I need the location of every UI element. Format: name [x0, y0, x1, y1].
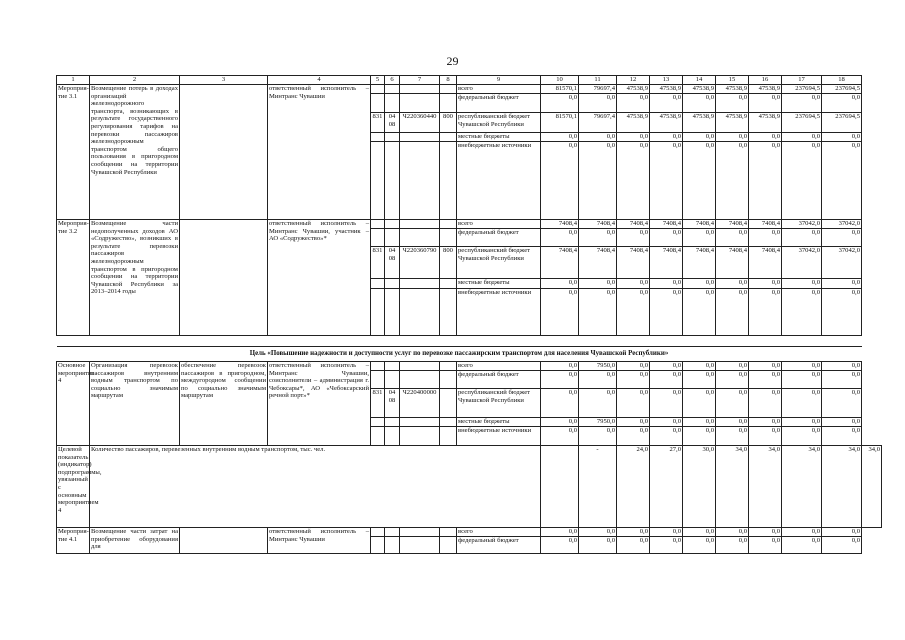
funding-source-cell: федеральный бюджет: [457, 229, 541, 247]
amount-cell: 79697,4: [579, 85, 617, 94]
column-number-cell: 17: [782, 76, 822, 85]
empty-code-cell: [440, 362, 457, 371]
amount-cell: 0,0: [782, 537, 822, 554]
empty-code-cell: [385, 94, 400, 113]
amount-cell: 0,0: [782, 389, 822, 418]
empty-code-cell: [400, 94, 440, 113]
empty-code-cell: [400, 371, 440, 389]
column-number-cell: 5: [371, 76, 385, 85]
empty-code-cell: [385, 279, 400, 289]
responsible-cell: ответственный исполнитель – Минтранс Чувашии, соисполнители – администрация г. Чебоксары*, АО «Чебоксарский речной порт»*: [268, 362, 371, 446]
amount-cell: 0,0: [650, 362, 683, 371]
target-value-cell: 34,0: [782, 446, 822, 528]
target-value-cell: 34,0: [862, 446, 882, 528]
column-number-cell: 7: [400, 76, 440, 85]
amount-cell: 0,0: [541, 279, 579, 289]
amount-cell: 37042,0: [822, 220, 862, 229]
amount-cell: 0,0: [650, 537, 683, 554]
column-number-cell: 9: [457, 76, 541, 85]
amount-cell: 47538,9: [749, 85, 782, 94]
amount-cell: 0,0: [716, 389, 749, 418]
empty-code-cell: [440, 418, 457, 427]
empty-code-cell: [385, 220, 400, 229]
amount-cell: 0,0: [749, 371, 782, 389]
amount-cell: 0,0: [782, 371, 822, 389]
column-number-cell: 10: [541, 76, 579, 85]
amount-cell: 0,0: [782, 279, 822, 289]
amount-cell: 237694,5: [782, 85, 822, 94]
target-indicator-row: [57, 446, 882, 528]
funding-source-cell: федеральный бюджет: [457, 537, 541, 554]
target-text-cell: Количество пассажиров, перевезенных внутренним водным транспортом, тыс. чел.: [90, 446, 541, 528]
empty-code-cell: [371, 362, 385, 371]
column-number-cell: 16: [749, 76, 782, 85]
section-code-cell: 04 08: [385, 389, 400, 418]
amount-cell: 7408,4: [683, 247, 716, 279]
column-number-cell: 11: [579, 76, 617, 85]
funding-source-cell: федеральный бюджет: [457, 371, 541, 389]
funding-source-cell: республиканский бюджет Чувашской Республики: [457, 113, 541, 133]
funding-source-cell: всего: [457, 220, 541, 229]
amount-cell: 0,0: [749, 418, 782, 427]
empty-code-cell: [400, 528, 440, 537]
empty-code-cell: [400, 362, 440, 371]
amount-cell: 0,0: [579, 229, 617, 247]
amount-cell: 0,0: [541, 229, 579, 247]
amount-cell: 0,0: [683, 537, 716, 554]
column-number-cell: 1: [57, 76, 90, 85]
amount-cell: 237694,5: [822, 85, 862, 94]
funding-source-cell: федеральный бюджет: [457, 94, 541, 113]
amount-cell: 0,0: [617, 371, 650, 389]
indicator-cell: [180, 220, 268, 336]
amount-cell: 0,0: [579, 279, 617, 289]
amount-cell: 0,0: [683, 371, 716, 389]
indicator-cell: [180, 85, 268, 220]
amount-cell: 0,0: [541, 371, 579, 389]
funding-source-cell: всего: [457, 528, 541, 537]
amount-cell: 0,0: [683, 229, 716, 247]
amount-cell: 0,0: [822, 133, 862, 142]
amount-cell: 0,0: [822, 427, 862, 446]
empty-code-cell: [400, 418, 440, 427]
amount-cell: 0,0: [683, 289, 716, 336]
amount-cell: 47538,9: [716, 85, 749, 94]
amount-cell: 0,0: [822, 537, 862, 554]
empty-code-cell: [371, 229, 385, 247]
amount-cell: 7408,4: [617, 220, 650, 229]
empty-code-cell: [385, 142, 400, 220]
empty-code-cell: [385, 85, 400, 94]
amount-cell: 0,0: [650, 229, 683, 247]
amount-cell: 0,0: [716, 418, 749, 427]
amount-cell: 0,0: [650, 418, 683, 427]
target-article-cell: Ч220400000: [400, 389, 440, 418]
amount-cell: 0,0: [541, 289, 579, 336]
empty-code-cell: [385, 133, 400, 142]
amount-cell: 47538,9: [749, 113, 782, 133]
amount-cell: 0,0: [683, 528, 716, 537]
section-code-cell: 04 08: [385, 247, 400, 279]
indicator-cell: обеспечение перевозок пассажиров в пригородном, междугородном сообщении по социально значимым маршрутам: [180, 362, 268, 446]
budget-code-cell: 831: [371, 247, 385, 279]
amount-cell: 0,0: [541, 94, 579, 113]
amount-cell: 47538,9: [650, 113, 683, 133]
column-number-cell: 13: [650, 76, 683, 85]
amount-cell: 0,0: [541, 142, 579, 220]
funding-source-cell: местные бюджеты: [457, 418, 541, 427]
amount-cell: 0,0: [617, 289, 650, 336]
empty-code-cell: [400, 220, 440, 229]
amount-cell: 7950,0: [579, 418, 617, 427]
amount-cell: 0,0: [579, 371, 617, 389]
event-code-cell: Мероприя- тие 3.1: [57, 85, 90, 220]
amount-cell: 0,0: [617, 133, 650, 142]
column-number-cell: 18: [822, 76, 862, 85]
amount-cell: 0,0: [749, 362, 782, 371]
empty-code-cell: [385, 362, 400, 371]
amount-cell: 0,0: [716, 279, 749, 289]
amount-cell: 0,0: [541, 418, 579, 427]
amount-cell: 0,0: [749, 389, 782, 418]
amount-cell: 0,0: [650, 528, 683, 537]
empty-code-cell: [371, 85, 385, 94]
amount-cell: 0,0: [716, 229, 749, 247]
amount-cell: 0,0: [749, 142, 782, 220]
goal-heading: Цель «Повышение надежности и доступности услуг по перевозке пассажирским транспортом для населения Чувашской Республики»: [249, 350, 669, 358]
table-row: [57, 362, 882, 371]
empty-code-cell: [440, 229, 457, 247]
section-code-cell: 04 08: [385, 113, 400, 133]
amount-cell: 0,0: [579, 389, 617, 418]
event-code-cell: Основное мероприятие 4: [57, 362, 90, 446]
empty-code-cell: [385, 229, 400, 247]
amount-cell: 0,0: [650, 289, 683, 336]
expense-type-cell: [440, 389, 457, 418]
target-article-cell: Ч220360790: [400, 247, 440, 279]
amount-cell: 0,0: [683, 427, 716, 446]
amount-cell: 0,0: [716, 142, 749, 220]
funding-source-cell: всего: [457, 362, 541, 371]
empty-code-cell: [400, 289, 440, 336]
amount-cell: 0,0: [822, 289, 862, 336]
funding-source-cell: внебюджетные источники: [457, 289, 541, 336]
empty-code-cell: [400, 229, 440, 247]
amount-cell: 7408,4: [579, 247, 617, 279]
empty-code-cell: [440, 371, 457, 389]
amount-cell: 0,0: [822, 94, 862, 113]
amount-cell: 0,0: [579, 94, 617, 113]
amount-cell: 0,0: [650, 279, 683, 289]
amount-cell: 0,0: [617, 389, 650, 418]
amount-cell: 0,0: [749, 229, 782, 247]
amount-cell: 0,0: [782, 427, 822, 446]
amount-cell: 0,0: [579, 133, 617, 142]
amount-cell: 0,0: [650, 142, 683, 220]
amount-cell: 0,0: [749, 279, 782, 289]
amount-cell: 0,0: [617, 528, 650, 537]
amount-cell: 7408,4: [650, 220, 683, 229]
amount-cell: 237694,5: [782, 113, 822, 133]
amount-cell: 0,0: [579, 537, 617, 554]
funding-source-cell: внебюджетные источники: [457, 142, 541, 220]
amount-cell: 0,0: [617, 94, 650, 113]
spacer-cell: [57, 336, 862, 347]
amount-cell: 0,0: [782, 418, 822, 427]
goal-row: [57, 347, 882, 362]
empty-code-cell: [371, 427, 385, 446]
amount-cell: 0,0: [617, 427, 650, 446]
amount-cell: 47538,9: [650, 85, 683, 94]
spacer-row: [57, 336, 882, 347]
amount-cell: 7408,4: [683, 220, 716, 229]
amount-cell: 0,0: [782, 133, 822, 142]
empty-code-cell: [440, 94, 457, 113]
amount-cell: 0,0: [617, 279, 650, 289]
empty-code-cell: [440, 220, 457, 229]
amount-cell: 0,0: [541, 528, 579, 537]
amount-cell: 0,0: [782, 94, 822, 113]
empty-code-cell: [371, 418, 385, 427]
table-row: [57, 220, 882, 229]
empty-code-cell: [371, 528, 385, 537]
financing-table: [56, 75, 882, 554]
amount-cell: 7408,4: [749, 247, 782, 279]
empty-code-cell: [400, 133, 440, 142]
amount-cell: 0,0: [749, 427, 782, 446]
empty-code-cell: [371, 537, 385, 554]
amount-cell: 0,0: [683, 362, 716, 371]
amount-cell: 0,0: [683, 279, 716, 289]
empty-code-cell: [371, 94, 385, 113]
amount-cell: 0,0: [683, 94, 716, 113]
empty-code-cell: [385, 537, 400, 554]
amount-cell: 0,0: [650, 427, 683, 446]
amount-cell: 7950,0: [579, 362, 617, 371]
funding-source-cell: всего: [457, 85, 541, 94]
amount-cell: 7408,4: [579, 220, 617, 229]
event-name-cell: Возмещение части недополученных доходов АО «Содружество», возникших в результате перевозки пассажиров железнодорожным транспортом в пригородном сообщении на территории Чувашской Республики за 2013–2014 годы: [90, 220, 180, 336]
amount-cell: 0,0: [782, 142, 822, 220]
empty-code-cell: [400, 279, 440, 289]
empty-code-cell: [440, 528, 457, 537]
empty-code-cell: [371, 289, 385, 336]
empty-code-cell: [400, 142, 440, 220]
empty-code-cell: [385, 289, 400, 336]
amount-cell: 0,0: [716, 528, 749, 537]
event-name-cell: Возмещение потерь в доходах организаций железнодорожного транспорта, возникающих в результате государственного регулирования тарифов на перевозки пассажиров железнодорожным транспортом общего пользования в пригородном сообщении на территории Чувашской Республики: [90, 85, 180, 220]
amount-cell: 7408,4: [749, 220, 782, 229]
amount-cell: 0,0: [822, 229, 862, 247]
amount-cell: 79697,4: [579, 113, 617, 133]
amount-cell: 0,0: [749, 537, 782, 554]
amount-cell: 0,0: [683, 133, 716, 142]
amount-cell: 7408,4: [716, 220, 749, 229]
responsible-cell: ответственный исполнитель – Минтранс Чувашии: [268, 85, 371, 220]
amount-cell: 0,0: [541, 362, 579, 371]
amount-cell: 7408,4: [541, 220, 579, 229]
amount-cell: 0,0: [617, 418, 650, 427]
target-code-cell: Целевой показатель (индикатор) подпрограммы, увязанный с основным мероприятием 4: [57, 446, 90, 528]
target-value-cell: 34,0: [822, 446, 862, 528]
header-row: [57, 76, 882, 85]
amount-cell: 0,0: [716, 133, 749, 142]
amount-cell: 7408,4: [650, 247, 683, 279]
amount-cell: 37042,0: [822, 247, 862, 279]
amount-cell: 0,0: [716, 289, 749, 336]
empty-code-cell: [371, 142, 385, 220]
amount-cell: 47538,9: [617, 113, 650, 133]
amount-cell: 0,0: [716, 362, 749, 371]
funding-source-cell: республиканский бюджет Чувашской Республики: [457, 389, 541, 418]
amount-cell: 0,0: [822, 371, 862, 389]
column-number-cell: 15: [716, 76, 749, 85]
event-code-cell: Мероприя- тие 3.2: [57, 220, 90, 336]
page-number: 29: [446, 54, 459, 68]
target-value-cell: 27,0: [650, 446, 683, 528]
amount-cell: 0,0: [749, 289, 782, 336]
amount-cell: 0,0: [617, 537, 650, 554]
amount-cell: 0,0: [617, 229, 650, 247]
table-row: [57, 528, 882, 537]
amount-cell: 7408,4: [716, 247, 749, 279]
target-article-cell: Ч220360440: [400, 113, 440, 133]
amount-cell: 37042,0: [782, 247, 822, 279]
empty-code-cell: [440, 133, 457, 142]
column-number-cell: 4: [268, 76, 371, 85]
amount-cell: 0,0: [650, 133, 683, 142]
amount-cell: 0,0: [617, 362, 650, 371]
amount-cell: 0,0: [579, 427, 617, 446]
column-number-cell: 6: [385, 76, 400, 85]
funding-source-cell: республиканский бюджет Чувашской Республики: [457, 247, 541, 279]
amount-cell: 0,0: [822, 528, 862, 537]
amount-cell: 47538,9: [683, 85, 716, 94]
column-number-cell: 14: [683, 76, 716, 85]
empty-code-cell: [400, 427, 440, 446]
empty-code-cell: [371, 279, 385, 289]
amount-cell: 0,0: [716, 371, 749, 389]
amount-cell: 0,0: [650, 371, 683, 389]
amount-cell: 37042,0: [782, 220, 822, 229]
amount-cell: 0,0: [782, 528, 822, 537]
empty-code-cell: [400, 537, 440, 554]
amount-cell: 0,0: [579, 528, 617, 537]
empty-cell: [541, 446, 579, 528]
amount-cell: 0,0: [683, 418, 716, 427]
indicator-cell: [180, 528, 268, 554]
event-code-cell: Мероприя- тие 4.1: [57, 528, 90, 554]
amount-cell: 0,0: [822, 142, 862, 220]
amount-cell: 0,0: [541, 537, 579, 554]
amount-cell: 47538,9: [683, 113, 716, 133]
amount-cell: 237694,5: [822, 113, 862, 133]
empty-code-cell: [385, 418, 400, 427]
empty-code-cell: [371, 371, 385, 389]
table-row: [57, 85, 882, 94]
amount-cell: 7408,4: [617, 247, 650, 279]
empty-code-cell: [440, 279, 457, 289]
empty-code-cell: [371, 220, 385, 229]
target-value-cell: 24,0: [617, 446, 650, 528]
amount-cell: 47538,9: [716, 113, 749, 133]
amount-cell: 81570,1: [541, 85, 579, 94]
amount-cell: 0,0: [749, 528, 782, 537]
empty-code-cell: [385, 528, 400, 537]
empty-code-cell: [371, 133, 385, 142]
expense-type-cell: 800: [440, 113, 457, 133]
amount-cell: 0,0: [579, 289, 617, 336]
amount-cell: 0,0: [749, 94, 782, 113]
funding-source-cell: местные бюджеты: [457, 279, 541, 289]
amount-cell: 0,0: [683, 389, 716, 418]
amount-cell: 7408,4: [541, 247, 579, 279]
amount-cell: 0,0: [749, 133, 782, 142]
amount-cell: 0,0: [541, 133, 579, 142]
amount-cell: 0,0: [683, 142, 716, 220]
amount-cell: 0,0: [541, 427, 579, 446]
empty-code-cell: [440, 537, 457, 554]
amount-cell: 0,0: [617, 142, 650, 220]
column-number-cell: 3: [180, 76, 268, 85]
empty-code-cell: [440, 85, 457, 94]
empty-code-cell: [385, 371, 400, 389]
funding-source-cell: внебюджетные источники: [457, 427, 541, 446]
amount-cell: 0,0: [716, 427, 749, 446]
responsible-cell: ответственный исполнитель – Минтранс Чувашии: [268, 528, 371, 554]
empty-code-cell: [385, 427, 400, 446]
budget-code-cell: 831: [371, 389, 385, 418]
amount-cell: 0,0: [782, 289, 822, 336]
target-value-cell: 34,0: [749, 446, 782, 528]
amount-cell: 0,0: [650, 389, 683, 418]
budget-code-cell: 831: [371, 113, 385, 133]
amount-cell: 0,0: [822, 279, 862, 289]
target-value-cell: 30,0: [683, 446, 716, 528]
target-value-cell: -: [579, 446, 617, 528]
amount-cell: 0,0: [716, 94, 749, 113]
amount-cell: 0,0: [650, 94, 683, 113]
amount-cell: 47538,9: [617, 85, 650, 94]
funding-source-cell: местные бюджеты: [457, 133, 541, 142]
expense-type-cell: 800: [440, 247, 457, 279]
amount-cell: 0,0: [579, 142, 617, 220]
empty-code-cell: [440, 142, 457, 220]
column-number-cell: 12: [617, 76, 650, 85]
event-name-cell: Возмещение части затрат на приобретение оборудования для: [90, 528, 180, 554]
amount-cell: 81570,1: [541, 113, 579, 133]
target-value-cell: 34,0: [716, 446, 749, 528]
amount-cell: 0,0: [822, 418, 862, 427]
empty-code-cell: [440, 427, 457, 446]
amount-cell: 0,0: [782, 362, 822, 371]
column-number-cell: 8: [440, 76, 457, 85]
amount-cell: 0,0: [541, 389, 579, 418]
amount-cell: 0,0: [822, 389, 862, 418]
responsible-cell: ответственный исполнитель – Минтранс Чувашии, участник – АО «Содружество»*: [268, 220, 371, 336]
empty-code-cell: [440, 289, 457, 336]
amount-cell: 0,0: [822, 362, 862, 371]
amount-cell: 0,0: [716, 537, 749, 554]
empty-code-cell: [400, 85, 440, 94]
column-number-cell: 2: [90, 76, 180, 85]
event-name-cell: Организация перевозок пассажиров внутренним водным транспортом по социально значимым маршрутам: [90, 362, 180, 446]
amount-cell: 0,0: [782, 229, 822, 247]
